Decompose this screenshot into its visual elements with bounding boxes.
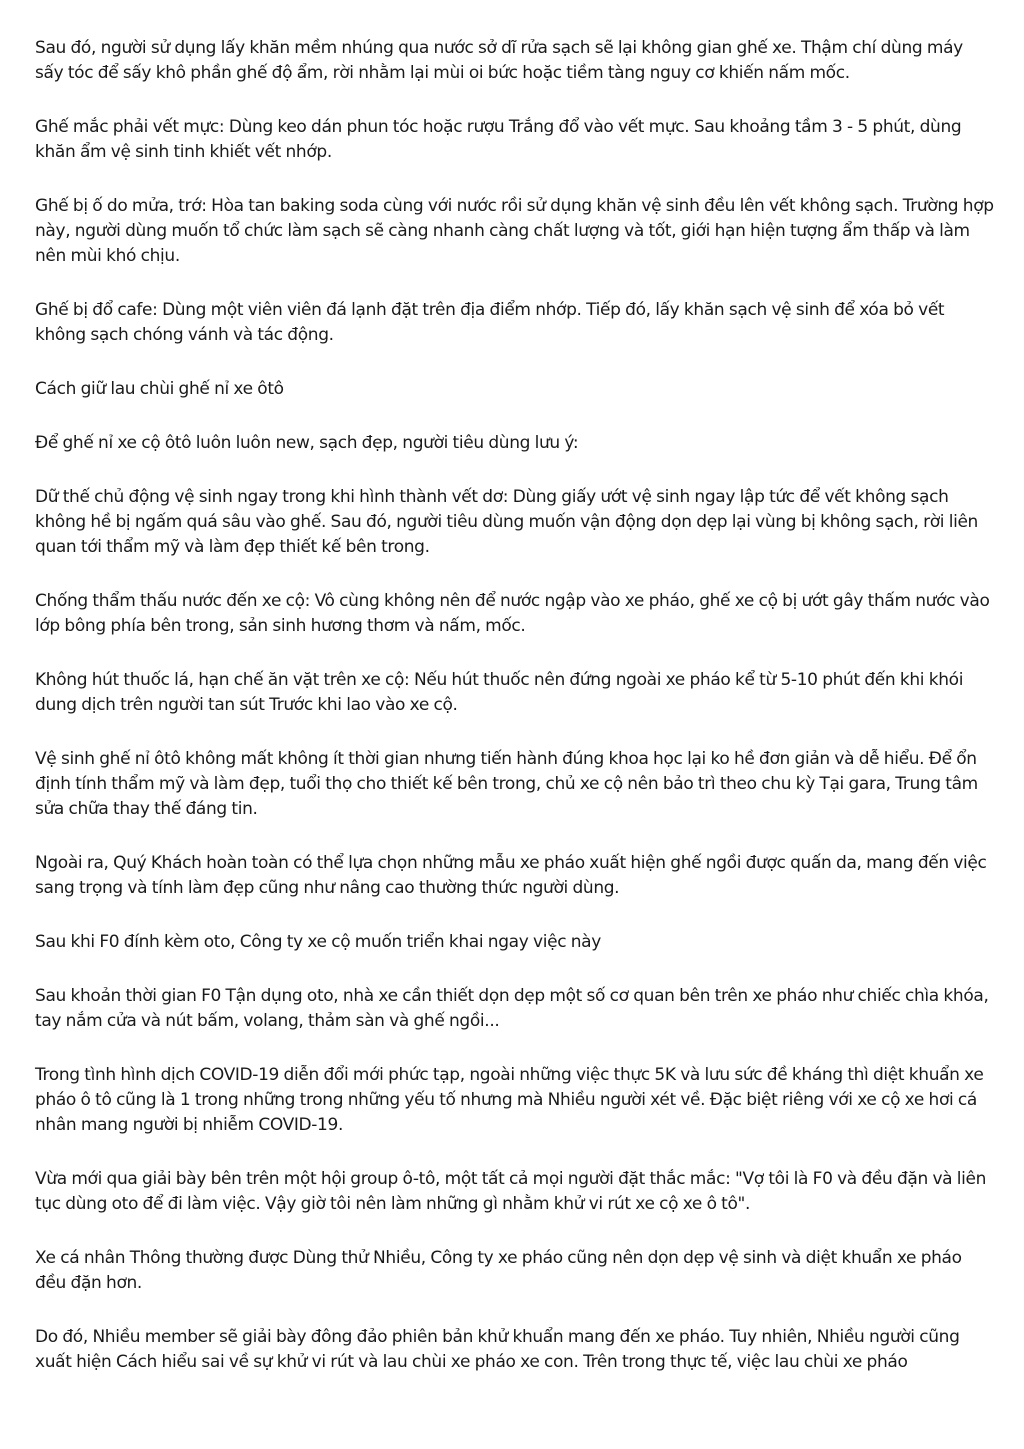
section-heading-f0: Sau khi F0 đính kèm oto, Công ty xe cộ muốn triển khai ngay việc này	[35, 932, 601, 952]
paragraph-13: Sau khoản thời gian F0 Tận dụng oto, nhà xe cần thiết dọn dẹp một số cơ quan bên trên xe pháo như chiếc chìa khóa, tay nắm cửa và nút bấm, volang, thảm sàn và ghế ngồi...	[35, 986, 989, 1031]
paragraph-9: Không hút thuốc lá, hạn chế ăn vặt trên xe cộ: Nếu hút thuốc nên đứng ngoài xe pháo kể từ 5-10 phút đến khi khói dung dịch trên người tan sút Trước khi lao vào xe cộ.	[35, 670, 964, 715]
paragraph-16: Xe cá nhân Thông thường được Dùng thử Nhiều, Công ty xe pháo cũng nên dọn dẹp vệ sinh và diệt khuẩn xe pháo đều đặn hơn.	[35, 1248, 962, 1293]
paragraph-17: Do đó, Nhiều member sẽ giải bày đông đảo phiên bản khử khuẩn mang đến xe pháo. Tuy nhiên, Nhiều người cũng xuất hiện Cách hiểu sai về sự khử vi rút và lau chùi xe pháo xe con. Trên trong thực tế, việc lau chùi xe pháo	[35, 1327, 960, 1372]
paragraph-11: Ngoài ra, Quý Khách hoàn toàn có thể lựa chọn những mẫu xe pháo xuất hiện ghế ngồi được quấn da, mang đến việc sang trọng và tính làm đẹp cũng như nâng cao thường thức người dùng.	[35, 853, 987, 898]
paragraph-15: Vừa mới qua giải bày bên trên một hội group ô-tô, một tất cả mọi người đặt thắc mắc: "Vợ tôi là F0 và đều đặn và liên tục dùng oto để đi làm việc. Vậy giờ tôi nên làm những gì nhằm khử vi rút xe cộ xe ô tô".	[35, 1169, 987, 1214]
paragraph-8: Chống thẩm thấu nước đến xe cộ: Vô cùng không nên để nước ngập vào xe pháo, ghế xe cộ bị ướt gây thấm nước vào lớp bông phía bên trong, sản sinh hương thơm và nấm, mốc.	[35, 591, 990, 636]
paragraph-10: Vệ sinh ghế nỉ ôtô không mất không ít thời gian nhưng tiến hành đúng khoa học lại ko hề đơn giản và dễ hiểu. Để ổn định tính thẩm mỹ và làm đẹp, tuổi thọ cho thiết kế bên trong, chủ xe cộ nên bảo trì theo chu kỳ Tại gara, Trung tâm sửa chữa thay thế đáng tin.	[35, 749, 978, 819]
paragraph-4: Ghế bị đổ cafe: Dùng một viên viên đá lạnh đặt trên địa điểm nhớp. Tiếp đó, lấy khăn sạch vệ sinh để xóa bỏ vết không sạch chóng vánh và tác động.	[35, 300, 945, 345]
paragraph-3: Ghế bị ố do mửa, trớ: Hòa tan baking soda cùng với nước rồi sử dụng khăn vệ sinh đều lên vết không sạch. Trường hợp này, người dùng muốn tổ chức làm sạch sẽ càng nhanh càng chất lượng và tốt, giới hạn hiện tượng ẩm thấp và làm nên mùi khó chịu.	[35, 196, 994, 266]
paragraph-2: Ghế mắc phải vết mực: Dùng keo dán phun tóc hoặc rượu Trắng đổ vào vết mực. Sau khoảng tầm 3 - 5 phút, dùng khăn ẩm vệ sinh tinh khiết vết nhớp.	[35, 117, 962, 162]
document-page	[35, 36, 995, 1375]
paragraph-14: Trong tình hình dịch COVID-19 diễn đổi mới phức tạp, ngoài những việc thực 5K và lưu sức đề kháng thì diệt khuẩn xe pháo ô tô cũng là 1 trong những trong những yếu tố nhưng mà Nhiều người xét về. Đặc biệt riêng với xe cộ xe hơi cá nhân mang người bị nhiễm COVID-19.	[35, 1065, 984, 1135]
paragraph-1: Sau đó, người sử dụng lấy khăn mềm nhúng qua nước sở dĩ rửa sạch sẽ lại không gian ghế xe. Thậm chí dùng máy sấy tóc để sấy khô phần ghế độ ẩm, rời nhằm lại mùi oi bức hoặc tiềm tàng nguy cơ khiến nấm mốc.	[35, 38, 963, 83]
section-heading-cleaning: Cách giữ lau chùi ghế nỉ xe ôtô	[35, 379, 284, 399]
paragraph-7: Dữ thế chủ động vệ sinh ngay trong khi hình thành vết dơ: Dùng giấy ướt vệ sinh ngay lập tức để vết không sạch không hề bị ngấm quá sâu vào ghế. Sau đó, người tiêu dùng muốn vận động dọn dẹp lại vùng bị không sạch, rời liên quan tới thẩm mỹ và làm đẹp thiết kế bên trong.	[35, 487, 978, 557]
paragraph-6: Để ghế nỉ xe cộ ôtô luôn luôn new, sạch đẹp, người tiêu dùng lưu ý:	[35, 433, 579, 453]
